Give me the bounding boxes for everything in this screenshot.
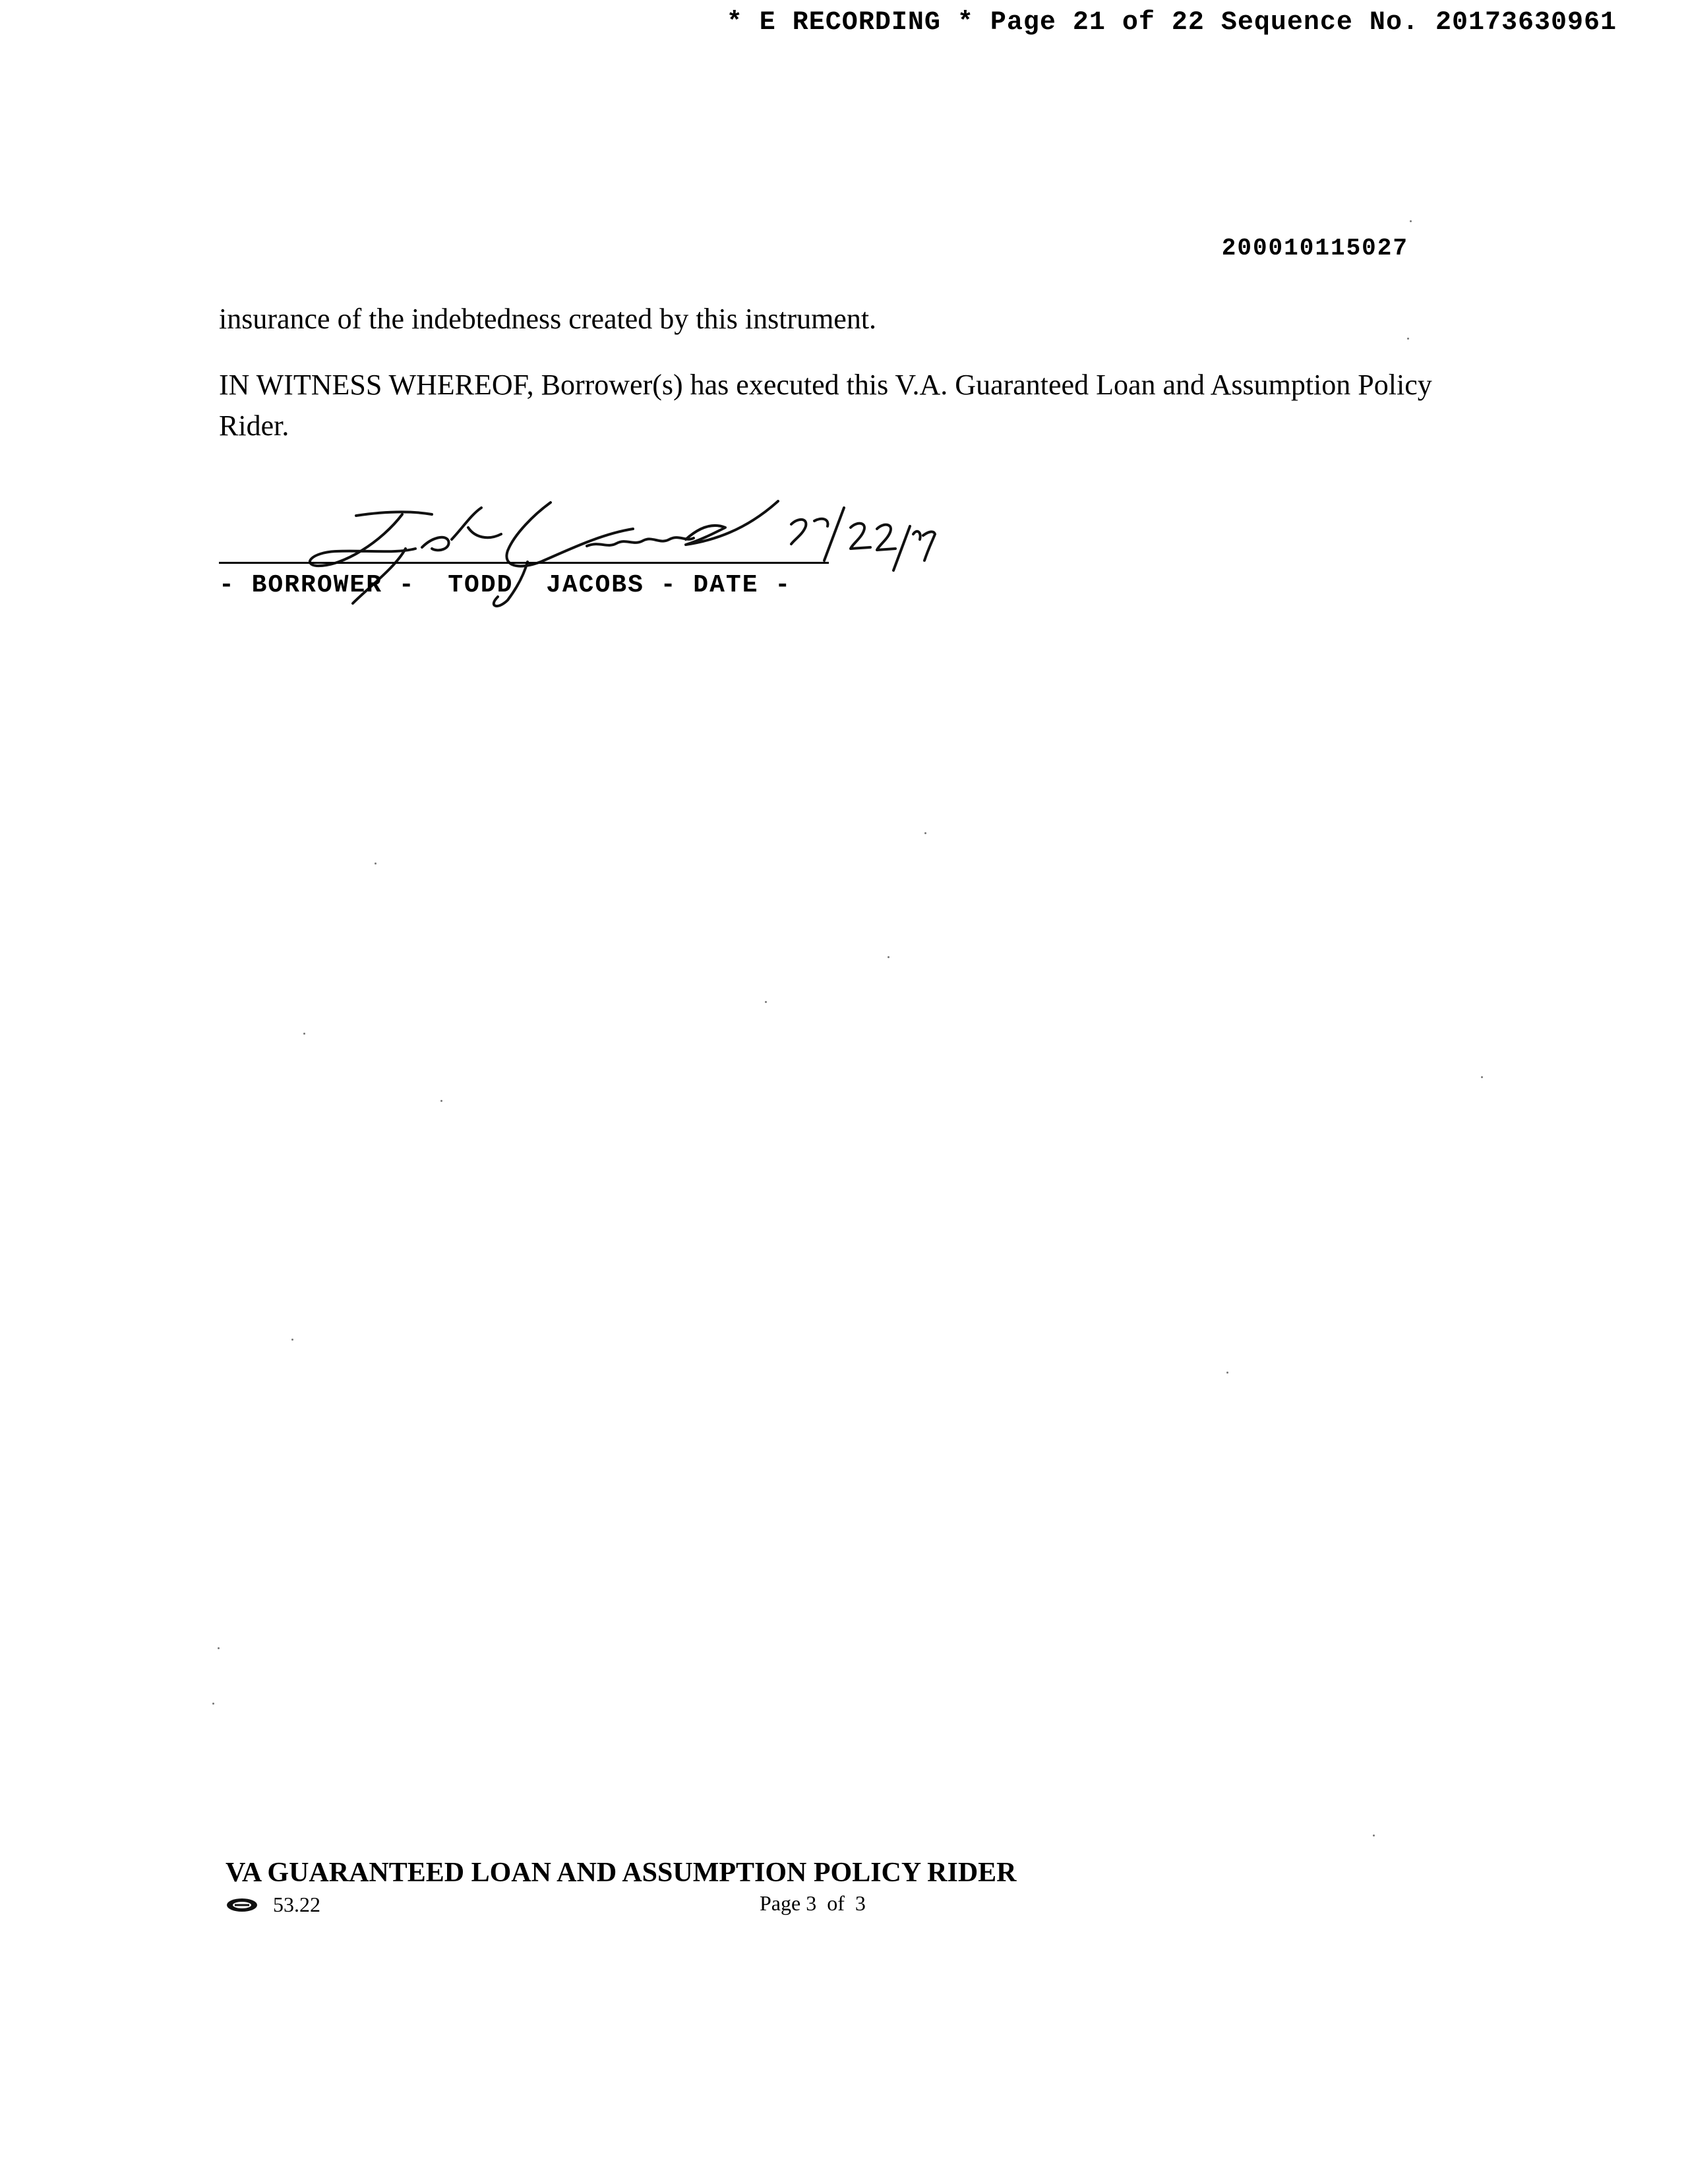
- scan-speck: [440, 1100, 442, 1102]
- scan-speck: [1226, 1372, 1228, 1374]
- publisher-logo-icon: [226, 1897, 258, 1913]
- scan-speck: [1373, 1835, 1375, 1836]
- signature-line: [219, 562, 829, 564]
- scan-speck: [1407, 338, 1409, 340]
- scan-speck: [1481, 1076, 1483, 1078]
- footer-page-number: Page 3 of 3: [760, 1891, 866, 1915]
- scan-speck: [924, 832, 926, 834]
- signature-caption: - BORROWER - TODD JACOBS - DATE -: [219, 571, 792, 599]
- document-number: 200010115027: [1221, 235, 1408, 262]
- scan-speck: [218, 1647, 220, 1649]
- paragraph-witness: IN WITNESS WHEREOF, Borrower(s) has executed this V.A. Guaranteed Loan and Assumption Policy Rider.: [219, 369, 1432, 442]
- scan-speck: [888, 956, 889, 958]
- scan-speck: [765, 1001, 767, 1003]
- paragraph-insurance: insurance of the indebtedness created by this instrument.: [219, 303, 877, 335]
- scan-speck: [375, 863, 377, 864]
- scan-speck: [303, 1033, 305, 1035]
- footer-title: VA GUARANTEED LOAN AND ASSUMPTION POLICY RIDER: [226, 1858, 1017, 1888]
- scan-speck: [291, 1339, 293, 1341]
- scan-speck: [212, 1703, 214, 1705]
- form-number-text: 53.22: [273, 1893, 320, 1916]
- scan-speck: [1410, 220, 1412, 222]
- recording-header: * E RECORDING * Page 21 of 22 Sequence No. 20173630961: [726, 8, 1617, 38]
- footer-form-number: [226, 1893, 320, 1917]
